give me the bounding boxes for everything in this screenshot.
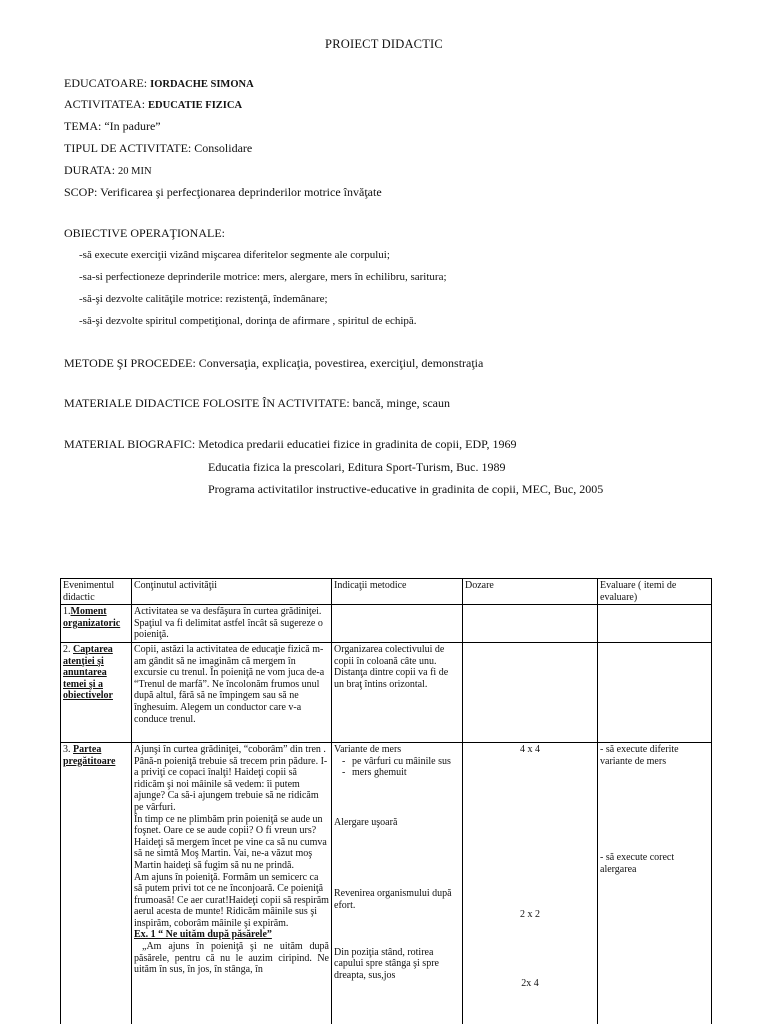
event-number: 1. (63, 606, 71, 618)
obiectiv-item: -să-şi dezvolte spiritul competiţional, dorinţa de afirmare , spiritul de echipă. (79, 315, 417, 327)
durata-label: DURATA: (64, 163, 119, 177)
header-cell: Indicaţii metodice (332, 579, 463, 605)
bibliography-item: Educatia fizica la prescolari, Editura Sport-Turism, Buc. 1989 (208, 460, 506, 474)
indicatie-text: Din poziţia stând, rotirea capului spre stânga şi spre dreapta, sus,jos (334, 946, 439, 981)
dozare-cell (463, 605, 598, 643)
content-paragraph: „Am ajuns în poieniţă şi ne uităm după păsărele, pentru că nu le auzim ciripind. Ne uităm în sus, în jos, în stânga, în (134, 941, 329, 976)
evaluare-item: - să execute corect alergarea (600, 852, 675, 875)
material-bio-line: MATERIAL BIOGRAFIC: Metodica predarii educatiei fizice in gradinita de copii, EDP, 1969 (64, 437, 517, 451)
activitatea-line (64, 97, 242, 112)
obiective-title: OBIECTIVE OPERAŢIONALE: (64, 226, 225, 240)
exercise-title: Ex. 1 “ Ne uităm după păsărele” (134, 929, 272, 941)
content-cell (132, 742, 332, 1024)
evaluare-cell (598, 605, 712, 643)
header-cell: Conţinutul activităţii (132, 579, 332, 605)
header-cell: Dozare (463, 579, 598, 605)
page-title: PROIECT DIDACTIC (325, 37, 443, 51)
educatoare-line (64, 76, 254, 91)
scop-line: SCOP: Verificarea şi perfecţionarea deprinderilor motrice învăţate (64, 185, 382, 199)
metode-line: METODE ŞI PROCEDEE: Conversaţia, explicaţia, povestirea, exerciţiul, demonstraţia (64, 356, 484, 370)
dozare-value: 2x 4 (521, 978, 539, 990)
content-cell: Activitatea se va desfăşura în curtea grădiniţei. Spaţiul va fi delimitat astfel încât să sugereze o poieniţă. (132, 605, 332, 643)
tipul-line: TIPUL DE ACTIVITATE: Consolidare (64, 141, 253, 155)
indicatii-cell (332, 605, 463, 643)
activitatea-label: ACTIVITATEA: (64, 97, 149, 111)
durata-value: 20 MIN (118, 166, 152, 177)
evaluare-cell (598, 742, 712, 1024)
obiectiv-item: -să-şi dezvolte calităţile motrice: rezistenţă, îndemânare; (79, 293, 328, 305)
indicatie-list-item: - pe vârfuri cu mâinile sus (334, 756, 460, 768)
header-cell: Evaluare ( itemi de evaluare) (598, 579, 712, 605)
event-number: 2. (63, 643, 71, 655)
activitatea-value: EDUCATIE FIZICA (148, 100, 243, 111)
event-title: Partea pregătitoare (63, 743, 116, 767)
tema-line: TEMA: “In padure” (64, 119, 161, 133)
evaluare-cell (598, 642, 712, 742)
educatoare-label: EDUCATOARE: (64, 76, 151, 90)
durata-line (64, 163, 152, 178)
dozare-value: 4 x 4 (520, 743, 540, 755)
content-paragraph: Am ajuns în poieniţă. Formăm un semicerc ca să putem privi tot ce ne înconjoară. Ce poieniţă frumoasă! Ce aer curat!Haideţi copii să respirăm aerul acesta de munte! Ridicăm mâinile sus şi inspirăm, coborâm mâinile şi expirăm. (134, 871, 329, 929)
content-cell: Copii, astăzi la activitatea de educaţie fizică m-am gândit să ne imaginăm că mergem în excursie cu trenul. În poieniţă ne vom juca de-a “Trenul de marfă”. Ne încolonăm frumos unul după altul, fără să ne împingem sau să ne înghesuim. Alegem un conductor care v-a conduce trenul. (132, 642, 332, 742)
bibliography-item: Programa activitatilor instructive-educative in gradinita de copii, MEC, Buc, 2005 (208, 482, 604, 496)
indicatie-text: Revenirea organismului după efort. (334, 888, 452, 911)
table-row (61, 605, 712, 643)
dozare-value: 2 x 2 (520, 908, 540, 920)
indicatii-cell: Organizarea colectivului de copii în coloană câte unu. Distanţa dintre copii va fi de un braţ întins orizontal. (332, 642, 463, 742)
indicatie-text: Alergare uşoară (334, 816, 398, 828)
indicatie-text: Variante de mers (334, 743, 402, 755)
educatoare-value: IORDACHE SIMONA (150, 79, 254, 90)
evaluare-item: - să execute diferite variante de mers (600, 743, 679, 767)
content-paragraph: Ajunşi în curtea grădiniţei, “coborâm” din tren . Până-n poieniţă trebuie să trecem prin pădure. I-a priviţi ce copaci înalţi! Haideţi copii să ridicăm şi noi mâinile să vedem: îi putem ajunge? Ca să-i ajungem trebuie să ne ridicăm pe vârfuri. (134, 743, 328, 813)
content-paragraph: În timp ce ne plimbăm prin poieniţă se aude un foşnet. Oare ce se aude copii? O fi vreun urs? Haideţi să mergem încet pe vine ca să nu cumva să ne simtă Moş Martin. Vai, ne-a văzut moş Martin haideţi să fugim să nu ne prindă. (134, 813, 327, 871)
obiectiv-item: -să execute exerciţii vizând mişcarea diferitelor segmente ale corpului; (79, 249, 390, 261)
obiectiv-item: -sa-si perfectioneze deprinderile motrice: mers, alergare, mers în echilibru, saritura; (79, 271, 447, 283)
table-row (61, 742, 712, 1024)
dozare-cell (463, 642, 598, 742)
materiale-line: MATERIALE DIDACTICE FOLOSITE ÎN ACTIVITATE: bancă, minge, scaun (64, 396, 450, 410)
dozare-cell (463, 742, 598, 1024)
event-title: Moment organizatoric (63, 606, 121, 629)
event-title: Captarea atenţiei şi anuntarea temei şi a obiectivelor (63, 643, 113, 702)
lesson-plan-table (60, 578, 712, 1024)
event-cell (61, 742, 132, 1024)
event-number: 3. (63, 743, 71, 755)
table-header-row (61, 579, 712, 605)
indicatie-list-item: - mers ghemuit (334, 767, 460, 779)
event-cell (61, 605, 132, 643)
event-cell (61, 642, 132, 742)
table-row (61, 642, 712, 742)
header-cell: Evenimentul didactic (61, 579, 132, 605)
indicatii-cell (332, 742, 463, 1024)
